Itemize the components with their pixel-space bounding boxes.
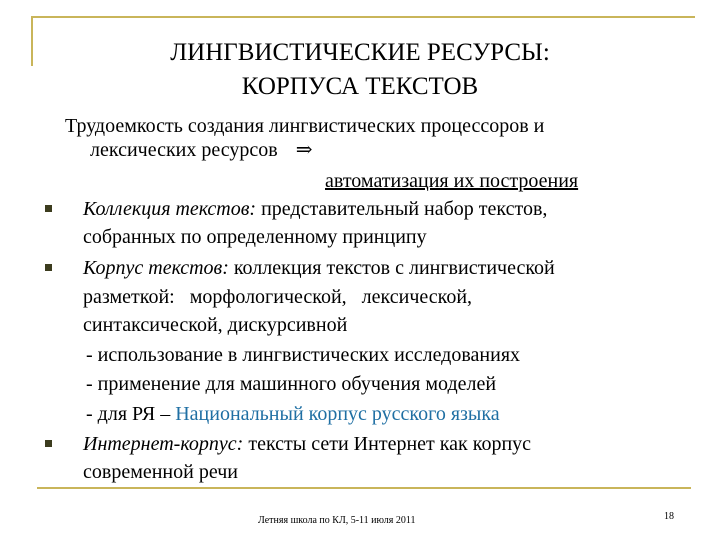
intro-line-3 — [325, 169, 578, 193]
bullet-2-line-3 — [83, 313, 347, 337]
slide-footer: Летняя школа по КЛ, 5-11 июля 2011 — [258, 515, 416, 526]
implies-arrow-icon: ⇒ — [295, 139, 313, 161]
bullet-square-icon — [45, 264, 52, 271]
frame-left-border — [31, 16, 33, 66]
bullet-3-term: Интернет-корпус: — [83, 433, 244, 455]
bullet-2-term: Корпус текстов: — [83, 257, 229, 279]
bullet-2-text-3: синтаксической, дискурсивной — [83, 314, 348, 336]
bullet-2-line-2 — [83, 285, 472, 309]
frame-top-border — [31, 16, 695, 18]
bullet-3-text-2: современной речи — [83, 461, 238, 483]
bullet-square-icon — [45, 205, 52, 212]
intro-text-1: Трудоемкость создания лингвистических процессоров и — [65, 115, 545, 137]
frame-bottom-border — [37, 487, 691, 489]
page-number: 18 — [664, 511, 674, 522]
bullet-2-sub-2-text: - применение для машинного обучения моделей — [86, 373, 497, 395]
bullet-2-text-2: разметкой: морфологической, лексической, — [83, 286, 473, 308]
bullet-2-sub-3-prefix: - для РЯ – — [86, 403, 176, 425]
bullet-1-text-1: представительный набор текстов, — [256, 198, 548, 220]
bullet-square-icon — [45, 440, 52, 447]
bullet-1-term: Коллекция текстов: — [83, 198, 257, 220]
bullet-1-text-2: собранных по определенному принципу — [83, 226, 427, 248]
title-line-1: ЛИНГВИСТИЧЕСКИЕ РЕСУРСЫ: — [170, 39, 550, 66]
bullet-1-line-1 — [83, 197, 547, 221]
bullet-1-line-2 — [83, 225, 427, 249]
slide-title — [40, 36, 680, 104]
bullet-3-text-1: тексты сети Интернет как корпус — [243, 433, 532, 455]
intro-line-1 — [65, 114, 544, 138]
bullet-3-line-1 — [83, 432, 531, 456]
bullet-2-sub-1 — [86, 343, 520, 367]
bullet-2-sub-1-text: - использование в лингвистических исследованиях — [86, 344, 521, 366]
title-line-2: КОРПУСА ТЕКСТОВ — [241, 73, 479, 100]
intro-text-3: автоматизация их построения — [325, 170, 579, 192]
bullet-2-text-1: коллекция текстов с лингвистической — [228, 257, 555, 279]
bullet-2-line-1 — [83, 256, 555, 280]
intro-line-2 — [90, 138, 312, 162]
bullet-3-line-2 — [83, 460, 238, 484]
intro-text-2: лексических ресурсов — [90, 139, 278, 161]
national-corpus-link[interactable]: Национальный корпус русского языка — [175, 403, 500, 425]
bullet-2-sub-2 — [86, 372, 496, 396]
bullet-2-sub-3 — [86, 402, 500, 426]
